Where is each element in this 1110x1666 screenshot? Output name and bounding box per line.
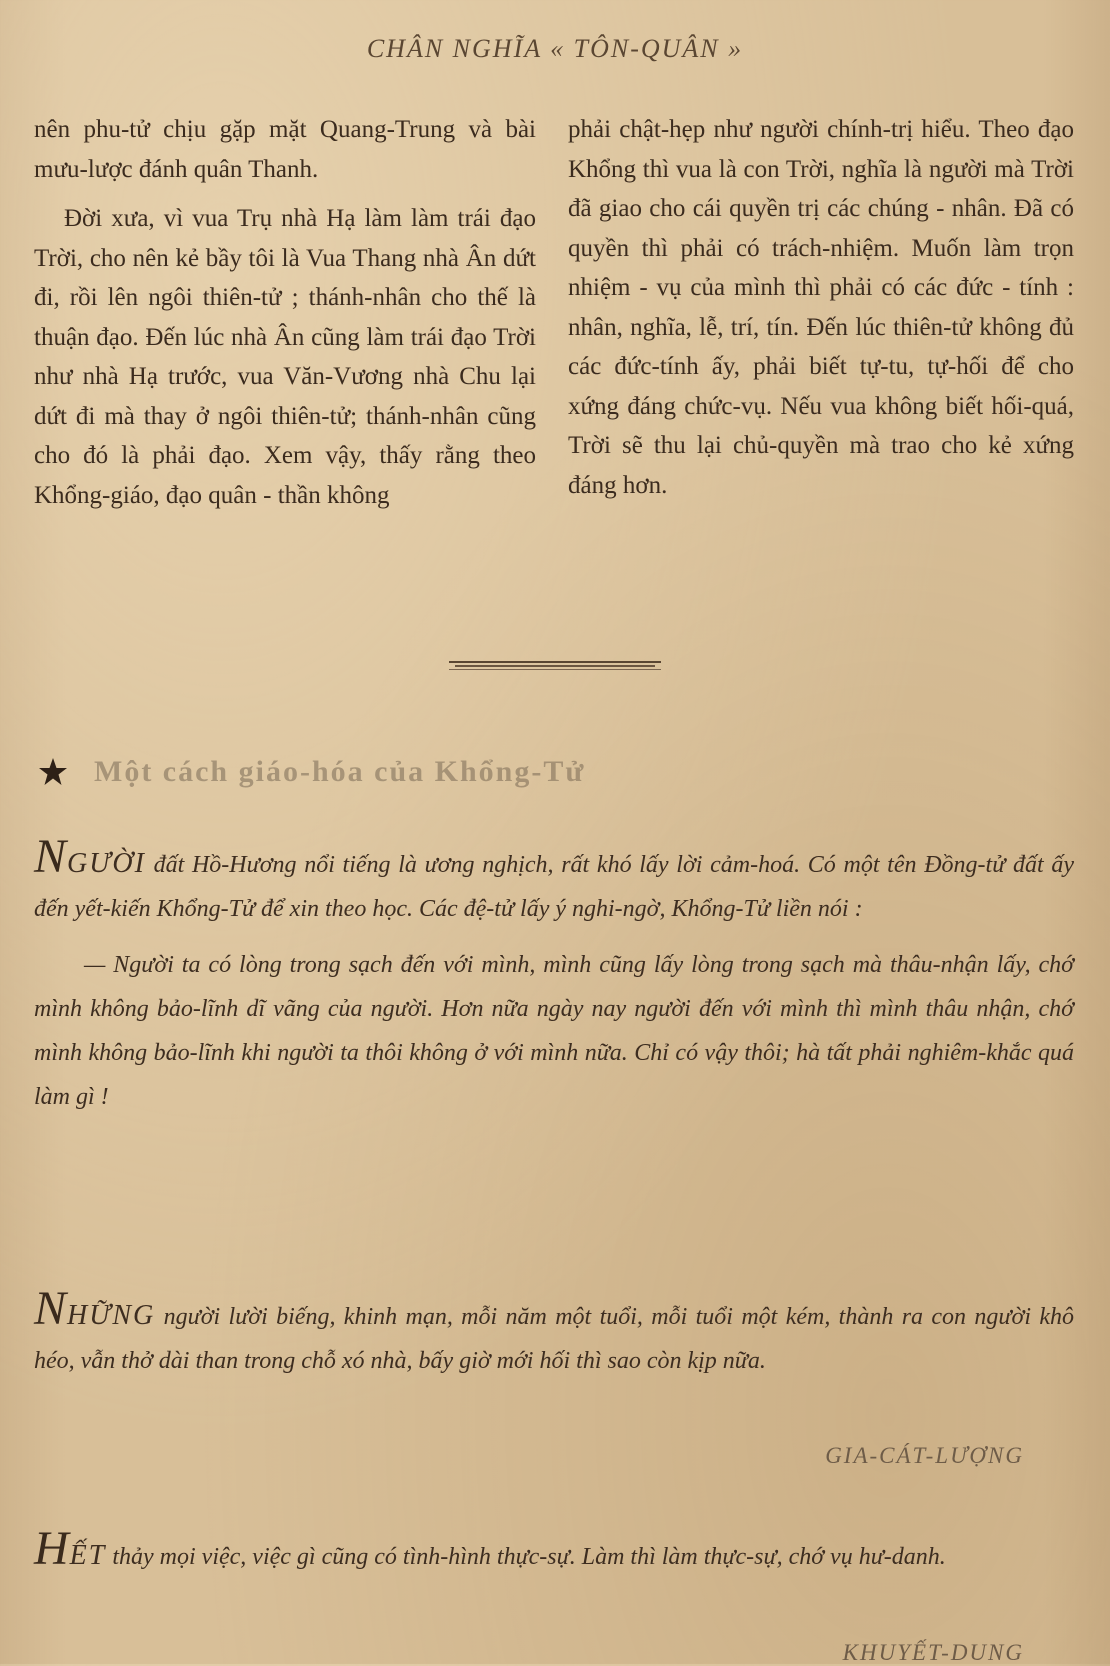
drop-cap: H [34, 1522, 70, 1575]
lead-word: ẾT [69, 1540, 107, 1571]
section-heading-text: Một cách giáo-hóa của Khổng-Tử [94, 755, 586, 788]
lead-word: GƯỜI [67, 848, 146, 879]
right-column [568, 110, 1074, 505]
quote-text: thảy mọi việc, việc gì cũng có tình-hình thực-sự. Làm thì làm thực-sự, chớ vụ hư-danh. [106, 1544, 946, 1570]
quote-khuyet-dung [34, 1522, 1074, 1579]
quote-text: người lười biếng, khinh mạn, mỗi năm một tuổi, mỗi tuổi một kém, thành ra con người khô héo, vẫn thở dài than trong chỗ xó nhà, bấy giờ mới hối thì sao còn kịp nữa. [34, 1304, 1074, 1374]
left-paragraph-2: Đời xưa, vì vua Trụ nhà Hạ làm làm trái đạo Trời, cho nên kẻ bầy tôi là Vua Thang nhà Ân dứt đi, rồi lên ngôi thiên-tử ; thánh-nhân cho thế là thuận đạo. Đến lúc nhà Ân cũng làm trái đạo Trời như nhà Hạ trước, vua Văn-Vương nhà Chu lại dứt đi mà thay ở ngôi thiên-tử; thánh-nhân cũng cho đó là phải đạo. Xem vậy, thấy rằng theo Khổng-giáo, đạo quân - thần không [34, 205, 536, 509]
quote-confucius [34, 830, 1074, 1119]
lead-word: HỮNG [67, 1300, 156, 1331]
quote-attribution: GIA-CÁT-LƯỢNG [825, 1443, 1024, 1468]
running-head: CHÂN NGHĨA « TÔN-QUÂN » [366, 34, 744, 63]
star-icon [38, 757, 68, 787]
right-paragraph-1: phải chật-hẹp như người chính-trị hiểu. Theo đạo Khổng thì vua là con Trời, nghĩa là người mà Trời đã giao cho cái quyền trị các chúng - nhân. Đã có quyền thì phải có trách-nhiệm. Muốn làm trọn nhiệm - vụ của mình thì phải có các đức - tính : nhân, nghĩa, lễ, trí, tín. Đến lúc thiên-tử không đủ các đức-tính ấy, phải biết tự-tu, tự-hối để cho xứng đáng chức-vụ. Nếu vua không biết hối-quá, Trời sẽ thu lại chủ-quyền mà trao cho kẻ xứng đáng hơn. [568, 116, 1074, 499]
left-column [34, 110, 536, 515]
quote-gia-cat-luong [34, 1282, 1074, 1383]
quote-text: đất Hồ-Hương nổi tiếng là ương nghịch, rất khó lấy lời cảm-hoá. Có một tên Đồng-tử đất ấy đến yết-kiến Khổng-Tử để xin theo học. Các đệ-tử lấy ý nghi-ngờ, Khổng-Tử liền nói : [34, 852, 1074, 922]
quote-attribution: KHUYẾT-DUNG [842, 1640, 1024, 1665]
quote-confucius-dialogue: — Người ta có lòng trong sạch đến với mình, mình cũng lấy lòng trong sạch mà thâu-nhận lấy, chớ mình không bảo-lĩnh dĩ vãng của người. Hơn nữa ngày nay người đến với mình thì mình thâu nhận, chớ mình không bảo-lĩnh khi người ta thôi không ở với mình nữa. Chỉ có vậy thôi; hà tất phải nghiêm-khắc quá làm gì ! [34, 952, 1074, 1110]
quote-confucius-intro [34, 830, 1074, 931]
drop-cap: N [34, 830, 68, 883]
section-heading [38, 752, 585, 792]
section-divider [449, 661, 661, 671]
drop-cap: N [34, 1282, 68, 1335]
left-paragraph-1: nên phu-tử chịu gặp mặt Quang-Trung và bài mưu-lược đánh quân Thanh. [34, 116, 536, 183]
